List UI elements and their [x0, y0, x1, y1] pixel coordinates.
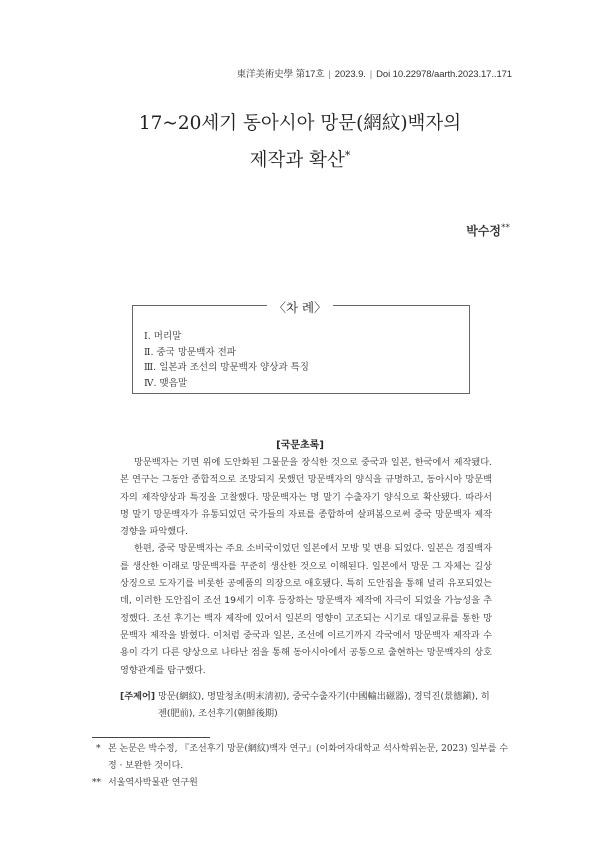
- footnotes: [92, 741, 512, 792]
- toc-item: Ⅲ. 일본과 조선의 망문백자 양상과 특징: [144, 362, 309, 373]
- footnote: [92, 775, 512, 792]
- footnote-mark: *: [96, 744, 101, 754]
- toc-item: Ⅳ. 맺음말: [144, 377, 188, 389]
- toc-list: [144, 329, 309, 391]
- author-footnote-mark: **: [501, 223, 510, 233]
- footnote-mark: **: [92, 778, 101, 788]
- footnote: [92, 741, 512, 775]
- abstract-heading: [국문초록]: [276, 440, 324, 451]
- footnote-divider: [92, 737, 210, 738]
- footnote-text: 서울역사박물관 연구원: [108, 778, 198, 788]
- author-name: 박수정: [466, 224, 501, 238]
- toc-item: Ⅱ. 중국 망문백자 전파: [144, 346, 236, 358]
- title-line-2-text: 제작과 확산: [249, 150, 345, 172]
- abstract-paragraph: 망문백자는 기면 위에 도안화된 그물문을 장식한 것으로 중국과 일본, 한국에서 제작됐다. 본 연구는 그동안 종합적으로 조망되지 못했던 망문백자의 양식을 규명하고, 동아시아 망문백자의 제작양상과 특징을 고찰했다. 망문백자는 명 말기 수출자기 양식으로 확산됐다. 따라서 명 말기 망문백자가 유통되었던 국가들의 자료를 종합하여 살펴봄으로써 중국 망문백자 제작 경향을 파악했다.: [120, 457, 492, 538]
- abstract-body: [120, 454, 492, 679]
- toc-heading: 〈차 례〉: [0, 297, 600, 316]
- title-line-1: 17~20세기 동아시아 망문(網紋)백자의: [138, 113, 462, 134]
- header-separator: |: [369, 69, 373, 80]
- footnote-text: 본 논문은 박수정, 『조선후기 망문(網紋)백자 연구』(이화여자대학교 석사학위논문, 2023) 일부를 수정 · 보완한 것이다.: [108, 744, 509, 771]
- doi-text: Doi 10.22978/aarth.2023.17..171: [376, 69, 512, 80]
- keywords: [120, 688, 492, 723]
- title-footnote-mark: *: [344, 149, 351, 162]
- issue-date: 2023.9.: [334, 69, 366, 80]
- keywords-text: 망문(網紋), 명말청초(明末淸初), 중국수출자기(中國輸出磁器), 경덕진(景德鎭), 히젠(肥前), 조선후기(朝鮮後期): [157, 691, 490, 720]
- title-line-2: [0, 140, 600, 177]
- journal-name: 東洋美術史學 第17호: [236, 69, 325, 80]
- abstract-paragraph: 한편, 중국 망문백자는 주요 소비국이었던 일본에서 모방 및 변용 되었다. 일본은 경질백자를 생산한 이래로 망문백자를 꾸준히 생산한 것으로 이해된다. 일본에서 망문 그 자체는 길상상징으로 도자기를 비롯한 공예품의 의장으로 애호됐다. 특히 도안집을 통해 널리 유포되었는데, 이러한 도안집이 조선 19세기 이후 등장하는 망문백자 제작에 자극이 되었을 가능성을 추정했다. 조선 후기는 백자 제작에 있어서 일본의 영향이 고조되는 시기로 대일교류를 통한 망문백자 제작을 밝혔다. 이처럼 중국과 일본, 조선에 이르기까지 각국에서 망문백자 제작과 수용이 각기 다른 양상으로 나타난 점을 통해 동아시아에서 공통으로 출현하는 망문백자의 상호 영향관계를 탐구했다.: [120, 543, 492, 676]
- paper-title: [0, 108, 600, 177]
- journal-header: [237, 66, 512, 80]
- header-separator: |: [328, 69, 331, 80]
- author: [466, 222, 510, 239]
- keywords-label: [주제어]: [120, 691, 156, 702]
- toc-item: Ⅰ. 머리말: [144, 331, 182, 342]
